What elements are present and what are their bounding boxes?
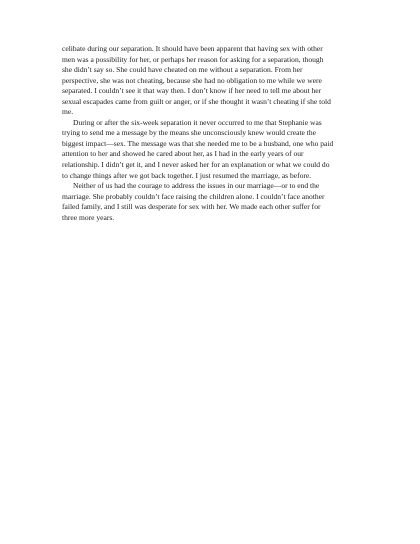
text-line: celibate during our separation. It should have been apparent that having sex with other [62, 44, 323, 53]
text-line: relationship. I didn’t get it, and I never asked her for an explanation or what we could do [62, 160, 330, 170]
text-line: biggest impact—sex. The message was that she needed me to be a husband, one who paid [62, 138, 334, 148]
text-line: Neither of us had the courage to address the issues in our marriage—or to end the [73, 181, 320, 191]
text-line: attention to her and showed he cared about her, as I had in the early years of our [62, 149, 304, 159]
text-line: she didn’t say so. She could have cheated on me without a separation. From her [62, 65, 303, 75]
text-line: separated. I couldn’t see it that way then. I don’t know if her need to tell me about her [62, 86, 322, 96]
paragraph-2 [62, 118, 365, 181]
text-line: trying to send me a message by the means she unconsciously knew would create the [62, 128, 317, 138]
text-line: During or after the six-week separation it never occurred to me that Stephanie was [73, 117, 322, 127]
text-line: to change things after we got back together. I just resumed the marriage, as before. [62, 170, 312, 180]
text-line: marriage. She probably couldn’t face raising the children alone. I couldn’t face another [62, 191, 325, 201]
text-line: me. [62, 107, 74, 117]
paragraph-1 [62, 44, 365, 118]
body-text [62, 44, 365, 223]
paragraph-3 [62, 181, 365, 223]
text-line: three more years. [62, 212, 115, 222]
text-line: men was a possibility for her, or perhaps her reason for asking for a separation, though [62, 54, 324, 64]
text-line: failed family, and I still was desperate for sex with her. We made each other suffer for [62, 202, 321, 212]
text-line: sexual escapades came from guilt or anger, or if she thought it wasn’t cheating if she told [62, 96, 331, 106]
text-line: perspective, she was not cheating, because she had no obligation to me while we were [62, 75, 322, 85]
